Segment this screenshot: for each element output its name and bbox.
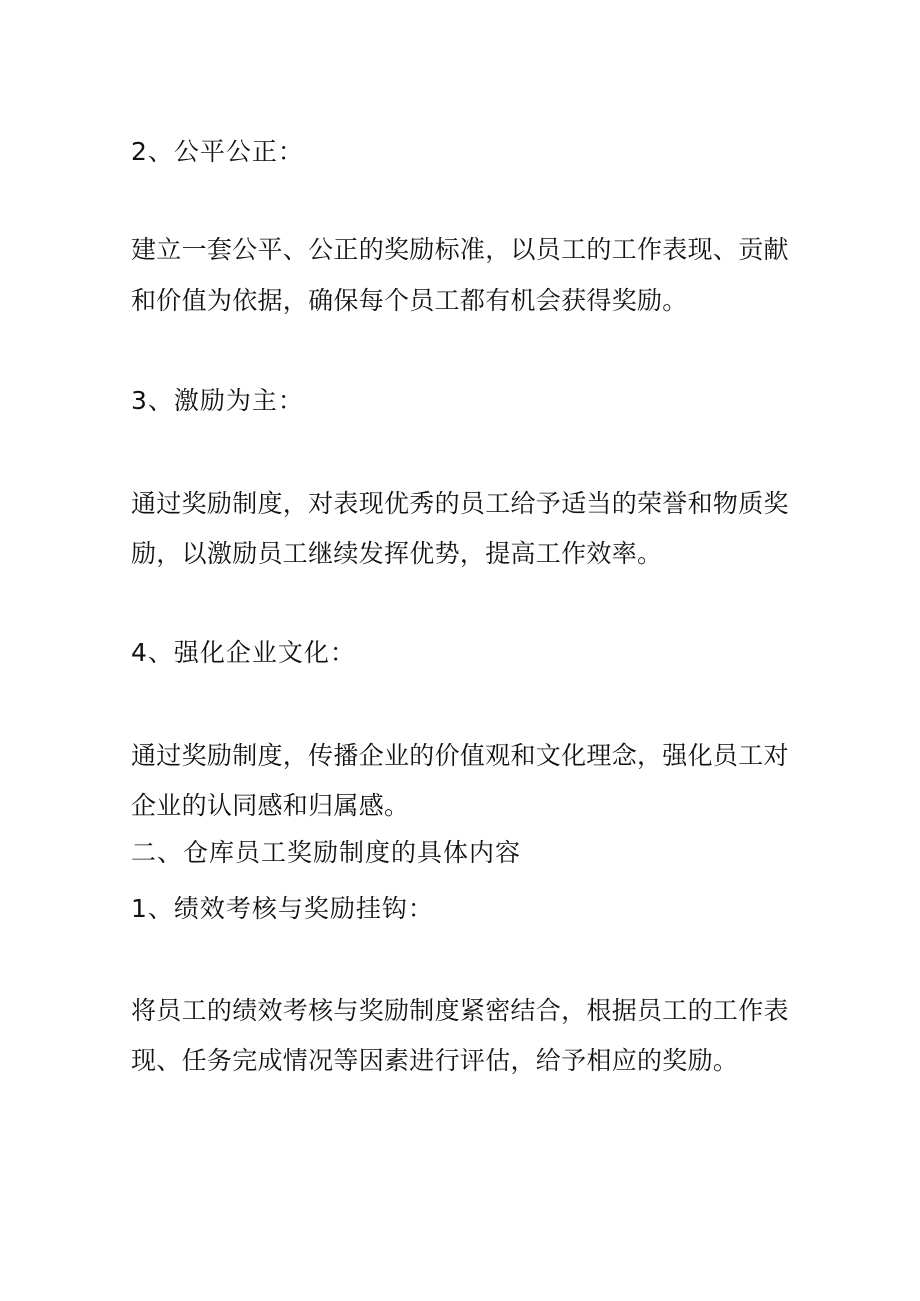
section-body-fair-line-1: 建立一套公平、公正的奖励标准，以员工的工作表现、贡献 bbox=[131, 235, 789, 264]
subsection-body-performance-line-1: 将员工的绩效考核与奖励制度紧密结合，根据员工的工作表 bbox=[131, 996, 789, 1025]
section-body-incentive-line-1: 通过奖励制度，对表现优秀的员工给予适当的荣誉和物质奖 bbox=[131, 489, 789, 518]
section-body-fair-line-2: 和价值为依据，确保每个员工都有机会获得奖励。 bbox=[131, 286, 688, 315]
section-heading-incentive: 3、激励为主： bbox=[131, 386, 304, 415]
chapter-heading: 二、仓库员工奖励制度的具体内容 bbox=[131, 838, 522, 867]
section-heading-culture: 4、强化企业文化： bbox=[131, 638, 356, 667]
section-body-incentive-line-2: 励，以激励员工继续发挥优势，提高工作效率。 bbox=[131, 539, 663, 568]
subsection-body-performance-line-2: 现、任务完成情况等因素进行评估，给予相应的奖励。 bbox=[131, 1046, 739, 1075]
section-body-culture-line-1: 通过奖励制度，传播企业的价值观和文化理念，强化员工对 bbox=[131, 741, 789, 770]
section-heading-fair: 2、公平公正： bbox=[131, 137, 304, 166]
section-body-culture-line-2: 企业的认同感和归属感。 bbox=[131, 791, 410, 820]
subsection-heading-performance: 1、绩效考核与奖励挂钩： bbox=[131, 894, 434, 923]
